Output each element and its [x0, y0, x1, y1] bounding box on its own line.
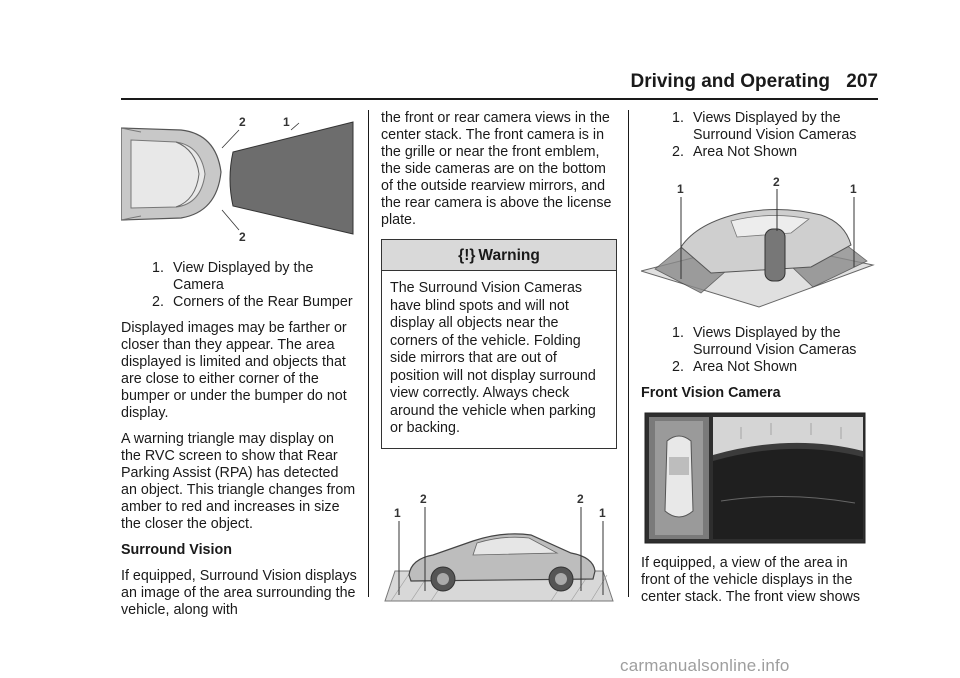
figure-callout: 2 — [577, 491, 584, 506]
list-item: 1. Views Displayed by the Surround Vision Cameras — [672, 325, 857, 358]
column-2 — [381, 110, 617, 635]
figure-callout: 2 — [773, 175, 780, 189]
figure-callout: 1 — [599, 505, 606, 520]
figure-callout: 1 — [677, 182, 684, 196]
list-item: 2. Area Not Shown — [672, 359, 798, 375]
figure-caption-list — [641, 325, 878, 376]
list-item: 2. Area Not Shown — [672, 144, 798, 160]
figure-callout: 1 — [394, 505, 401, 520]
subheading: Surround Vision — [121, 542, 232, 558]
list-item: 2. Corners of the Rear Bumper — [152, 294, 353, 310]
column-3 — [641, 110, 878, 615]
surround-vision-side-figure — [381, 475, 617, 625]
subheading: Front Vision Camera — [641, 385, 781, 401]
header-rule — [121, 98, 878, 100]
section-title: Driving and Operating — [630, 71, 830, 92]
paragraph: the front or rear camera views in the center stack. The front camera is in the grille or near the front emblem, the side cameras are on the bottom of the outside rearview mirrors, and the rear camera is above the license plate. — [381, 110, 612, 228]
figure-callout: 1 — [283, 115, 290, 129]
figure-caption-list — [121, 260, 357, 311]
figure-callout: 2 — [239, 115, 246, 129]
column-divider — [368, 110, 369, 597]
warning-header: {!} Warning — [382, 240, 616, 271]
column-1 — [121, 110, 357, 628]
warning-text: The Surround Vision Cameras have blind spots and will not display all objects near the corners of the vehicle. Folding side mirrors that are out of position will not display surround view correctly. Always check around the vehicle when parking or backing. — [390, 280, 596, 436]
figure-callout: 1 — [850, 182, 857, 196]
figure-callout: 2 — [239, 230, 246, 244]
surround-vision-perspective-figure — [641, 175, 877, 315]
page-number: 207 — [846, 71, 878, 92]
warning-icon: {!} — [458, 247, 476, 264]
column-divider — [628, 110, 629, 597]
footer-watermark: carmanualsonline.info — [620, 656, 790, 675]
figure-caption-list — [641, 110, 878, 161]
front-vision-camera-figure — [641, 411, 867, 545]
paragraph: A warning triangle may display on the RVC screen to show that Rear Parking Assist (RPA) has detected an object. This triangle changes from amber to red and increases in size the closer the object. — [121, 431, 356, 532]
rear-camera-view-figure — [121, 110, 357, 250]
paragraph: Displayed images may be farther or closer than they appear. The area displayed is limited and objects that are close to either corner of the bumper or under the bumper do not display. — [121, 320, 347, 421]
figure-callout: 2 — [420, 491, 427, 506]
paragraph: If equipped, Surround Vision displays an image of the area surrounding the vehicle, along with — [121, 568, 357, 618]
paragraph: If equipped, a view of the area in front of the vehicle displays in the center stack. The front view shows — [641, 555, 861, 605]
list-item: 1. Views Displayed by the Surround Vision Cameras — [672, 110, 857, 143]
list-item: 1. View Displayed by the Camera — [152, 260, 314, 293]
warning-box — [381, 239, 617, 449]
